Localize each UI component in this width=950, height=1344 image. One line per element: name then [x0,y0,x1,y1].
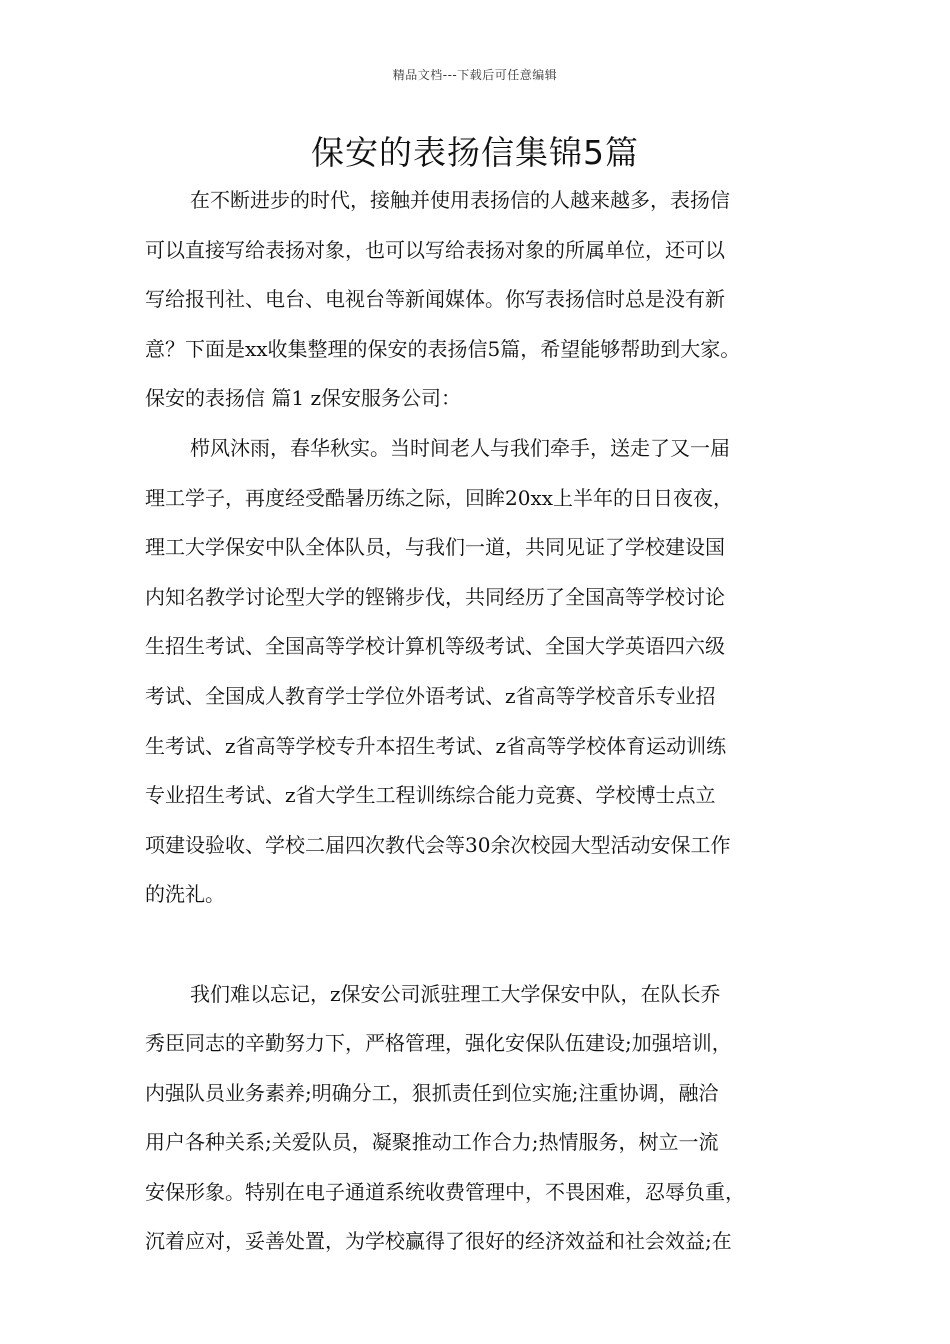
text-line: 栉风沐雨，春华秋实。当时间老人与我们牵手，送走了又一届 [190,435,730,460]
text-line: 生考试、z省高等学校专升本招生考试、z省高等学校体育运动训练 [145,733,727,758]
text-line: 用户各种关系;关爱队员，凝聚推动工作合力;热情服务，树立一流 [145,1130,719,1155]
letter-heading-line: 保安的表扬信 篇1 z保安服务公司： [145,386,461,411]
text-line: 内知名教学讨论型大学的铿锵步伐，共同经历了全国高等学校讨论 [145,584,725,609]
text-line: 项建设验收、学校二届四次教代会等30余次校园大型活动安保工作 [145,832,731,857]
text-line: 在不断进步的时代，接触并使用表扬信的人越来越多，表扬信 [190,188,730,212]
paragraph-body-2 [145,970,815,1268]
paragraph-gap [145,920,815,970]
text-line: 安保形象。特别在电子通道系统收费管理中，不畏困难，忍辱负重， [145,1179,745,1204]
text-line: 沉着应对，妥善处置，为学校赢得了很好的经济效益和社会效益;在 [145,1229,732,1254]
text-line: 理工学子，再度经受酷暑历练之际，回眸20xx上半年的日日夜夜， [145,485,734,510]
text-line: 理工大学保安中队全体队员，与我们一道，共同见证了学校建设国 [145,535,725,560]
text-line: 秀臣同志的辛勤努力下，严格管理，强化安保队伍建设;加强培训， [145,1031,732,1056]
text-line: 内强队员业务素养;明确分工，狠抓责任到位实施;注重协调，融洽 [145,1080,719,1105]
document-body [145,176,815,1267]
text-line: 写给报刊社、电台、电视台等新闻媒体。你写表扬信时总是没有新 [145,287,725,312]
text-line: 考试、全国成人教育学士学位外语考试、z省高等学校音乐专业招 [145,683,716,708]
paragraph-body-1 [145,424,815,920]
paragraph-heading-letter-1 [145,374,815,424]
document-title: 保安的表扬信集锦5篇 [311,133,639,172]
text-line: 生招生考试、全国高等学校计算机等级考试、全国大学英语四六级 [145,634,725,659]
text-line: 意？下面是xx收集整理的保安的表扬信5篇，希望能够帮助到大家。 [145,336,741,361]
text-line: 专业招生考试、z省大学生工程训练综合能力竞赛、学校博士点立 [145,783,716,808]
text-line: 我们难以忘记，z保安公司派驻理工大学保安中队，在队长乔 [190,981,721,1006]
text-line: 可以直接写给表扬对象，也可以写给表扬对象的所属单位，还可以 [145,237,725,262]
paragraph-intro [145,176,815,374]
text-line: 的洗礼。 [145,882,225,907]
header-note: 精品文档---下载后可任意编辑 [392,68,558,82]
